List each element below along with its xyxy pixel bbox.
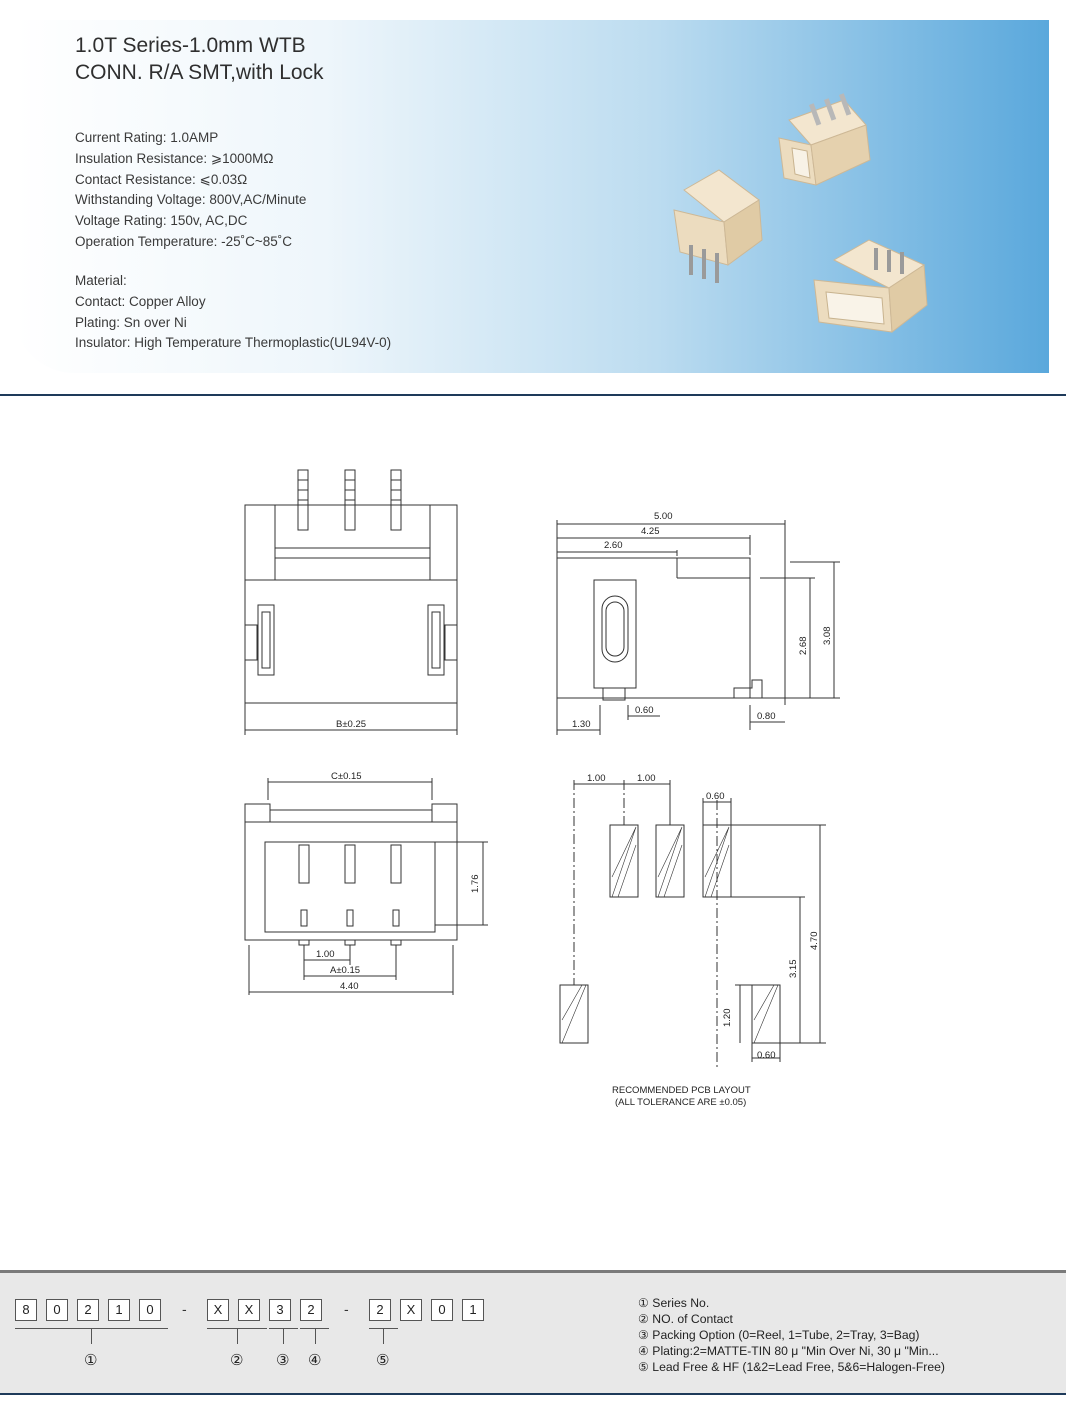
group-leader-5	[383, 1328, 384, 1344]
top-view	[245, 778, 488, 995]
dim-c: C±0.15	[331, 771, 362, 782]
spec-insulation-resistance: Insulation Resistance: ⩾1000MΩ	[75, 150, 274, 166]
part-digit-11: X	[400, 1299, 422, 1321]
dim-pcb-1-00-b: 1.00	[637, 773, 656, 784]
connector-image-top	[779, 93, 870, 185]
part-digit-6: X	[207, 1299, 229, 1321]
dim-4-25: 4.25	[641, 526, 660, 537]
part-digit-10: 2	[369, 1299, 391, 1321]
material-insulator: Insulator: High Temperature Thermoplastic(UL94V-0)	[75, 335, 392, 351]
spec-withstanding-voltage: Withstanding Voltage: 800V,AC/Minute	[75, 192, 307, 208]
product-photo	[644, 60, 964, 360]
part-digit-1: 8	[15, 1299, 37, 1321]
spec-current-rating: Current Rating: 1.0AMP	[75, 130, 219, 145]
part-digit-8: 3	[269, 1299, 291, 1321]
dim-pcb-0-60-b: 0.60	[757, 1050, 776, 1061]
part-number-legend	[638, 1295, 945, 1375]
dim-3-08: 3.08	[822, 626, 833, 645]
group-leader-3	[283, 1328, 284, 1344]
section-divider	[0, 394, 1066, 396]
part-dash-2: -	[344, 1301, 349, 1317]
dim-1-30: 1.30	[572, 719, 591, 730]
part-digit-3: 2	[77, 1299, 99, 1321]
legend-contact-count: ② NO. of Contact	[638, 1312, 733, 1326]
dim-b: B±0.25	[336, 719, 367, 730]
part-dash-1: -	[182, 1301, 187, 1317]
part-digit-2: 0	[46, 1299, 68, 1321]
dim-2-68: 2.68	[798, 636, 809, 655]
marker-2: ②	[230, 1351, 244, 1369]
group-leader-4	[315, 1328, 316, 1344]
dim-4-40: 4.40	[340, 981, 359, 992]
group-leader-2	[237, 1328, 238, 1344]
legend-packing: ③ Packing Option (0=Reel, 1=Tube, 2=Tray, 3=Bag)	[638, 1328, 920, 1342]
material-plating: Plating: Sn over Ni	[75, 314, 187, 330]
dim-5-00: 5.00	[654, 511, 673, 522]
connector-image-right	[814, 240, 927, 332]
part-digit-4: 1	[108, 1299, 130, 1321]
dim-0-60: 0.60	[635, 705, 654, 716]
pcb-caption-line-1: RECOMMENDED PCB LAYOUT	[612, 1085, 751, 1096]
connector-image-left	[674, 170, 762, 283]
dim-pcb-1-20: 1.20	[722, 1008, 733, 1027]
dim-1-76: 1.76	[470, 874, 481, 893]
dim-0-80: 0.80	[757, 711, 776, 722]
material-list	[75, 271, 391, 354]
legend-lead-free: ⑤ Lead Free & HF (1&2=Lead Free, 5&6=Halogen-Free)	[638, 1360, 945, 1374]
dim-a: A±0.15	[330, 965, 361, 976]
title-line-1: 1.0T Series-1.0mm WTB	[75, 34, 306, 57]
part-digit-7: X	[238, 1299, 260, 1321]
dim-pcb-0-60-a: 0.60	[706, 791, 725, 802]
legend-plating: ④ Plating:2=MATTE-TIN 80 μ "Min Over Ni, 30 μ "Min...	[638, 1344, 939, 1358]
marker-3: ③	[276, 1351, 290, 1369]
dim-1-00-top: 1.00	[316, 949, 335, 960]
material-title: Material:	[75, 273, 127, 288]
part-digit-13: 1	[462, 1299, 484, 1321]
material-contact: Contact: Copper Alloy	[75, 293, 206, 309]
pcb-layout-view	[560, 780, 826, 1070]
part-digit-9: 2	[300, 1299, 322, 1321]
spec-voltage-rating: Voltage Rating: 150v, AC,DC	[75, 213, 248, 229]
dim-pcb-3-15: 3.15	[788, 959, 799, 978]
spec-operation-temperature: Operation Temperature: -25˚C~85˚C	[75, 233, 292, 249]
dim-pcb-1-00-a: 1.00	[587, 773, 606, 784]
spec-list	[75, 128, 306, 253]
group-leader-1	[91, 1328, 92, 1344]
marker-5: ⑤	[376, 1351, 390, 1369]
product-title	[75, 32, 324, 86]
pcb-caption-line-2: (ALL TOLERANCE ARE ±0.05)	[615, 1097, 747, 1108]
marker-1: ①	[84, 1351, 98, 1369]
legend-series: ① Series No.	[638, 1296, 710, 1310]
header-banner	[14, 20, 1049, 373]
part-digit-12: 0	[431, 1299, 453, 1321]
side-view	[557, 520, 840, 735]
part-number-footer	[0, 1270, 1066, 1395]
technical-drawing	[0, 440, 1066, 1130]
marker-4: ④	[308, 1351, 322, 1369]
dim-pcb-4-70: 4.70	[809, 931, 820, 950]
title-line-2: CONN. R/A SMT,with Lock	[75, 61, 324, 84]
front-view	[245, 470, 457, 735]
dim-2-60: 2.60	[604, 540, 623, 551]
spec-contact-resistance: Contact Resistance: ⩽0.03Ω	[75, 171, 248, 187]
part-digit-5: 0	[139, 1299, 161, 1321]
